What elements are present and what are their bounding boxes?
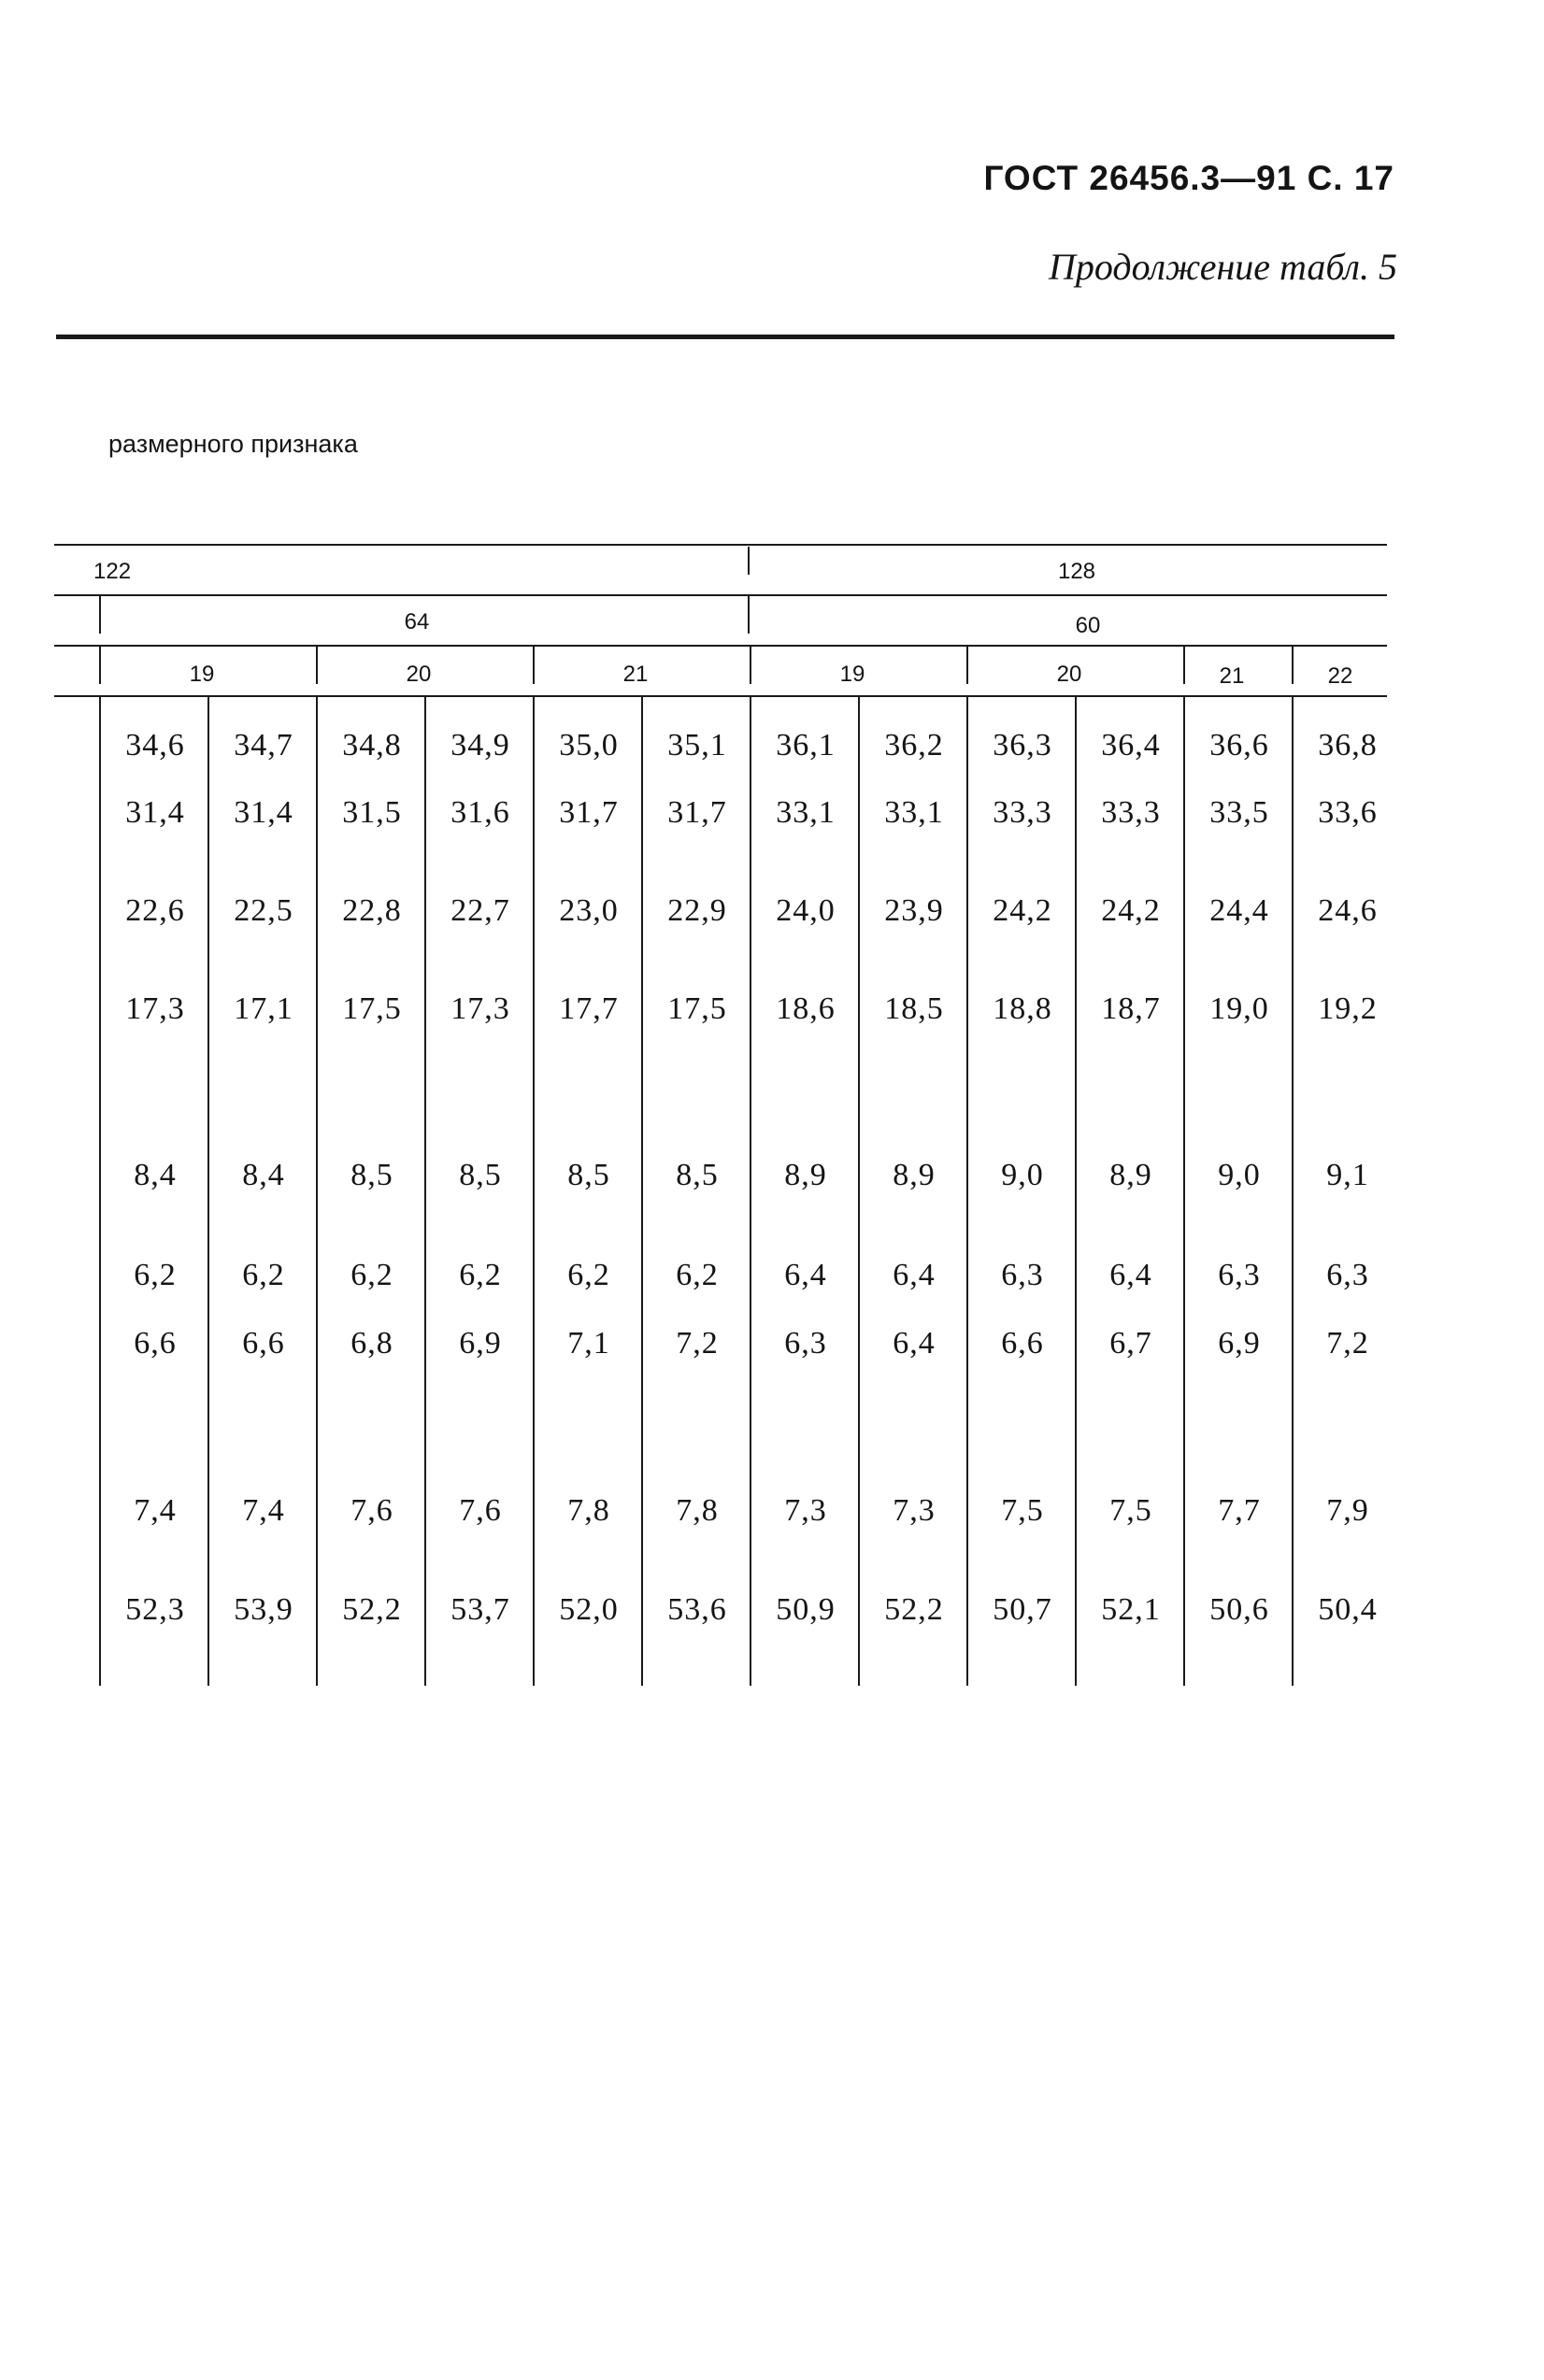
table-cell: 7,2 <box>1326 1326 1369 1361</box>
table-cell: 7,1 <box>567 1326 610 1361</box>
table-cell: 52,0 <box>559 1592 619 1627</box>
header-subgroup-60: 60 <box>1075 613 1101 638</box>
table-cell: 6,6 <box>1001 1326 1044 1361</box>
table-cell: 18,5 <box>884 991 944 1026</box>
table-cell: 24,2 <box>1101 893 1161 928</box>
table-rule-3 <box>54 695 1387 697</box>
table-cell: 24,6 <box>1318 893 1378 928</box>
table-cell: 52,2 <box>342 1592 402 1627</box>
tick-row3-b <box>316 647 318 684</box>
table-caption: Продолжение табл. 5 <box>1048 246 1397 288</box>
page-header: ГОСТ 26456.3—91 С. 17 <box>983 159 1394 197</box>
tick-row3-a <box>99 647 101 684</box>
table-cell: 8,9 <box>893 1158 936 1192</box>
table-cell: 33,1 <box>884 795 944 830</box>
table-cell: 6,2 <box>676 1258 719 1292</box>
header-col-21-a: 21 <box>622 662 649 687</box>
table-cell: 17,5 <box>342 991 402 1026</box>
table-cell: 24,0 <box>776 893 836 928</box>
table-cell: 31,7 <box>559 795 619 830</box>
tick-row2-a <box>99 596 101 634</box>
table-cell: 33,3 <box>1101 795 1161 830</box>
table-cell: 31,7 <box>667 795 727 830</box>
sub-caption: размерного признака <box>108 430 358 458</box>
table-cell: 6,2 <box>459 1258 502 1292</box>
table-cell: 7,4 <box>242 1493 285 1528</box>
table-cell: 34,6 <box>125 728 185 762</box>
table-cell: 17,3 <box>125 991 185 1026</box>
tick-row3-c <box>533 647 535 684</box>
table-cell: 7,7 <box>1218 1493 1261 1528</box>
table-cell: 6,2 <box>242 1258 285 1292</box>
table-cell: 6,9 <box>459 1326 502 1361</box>
table-cell: 35,1 <box>667 728 727 762</box>
table-cell: 6,4 <box>893 1258 936 1292</box>
table-cell: 23,0 <box>559 893 619 928</box>
table-cell: 19,2 <box>1318 991 1378 1026</box>
table-cell: 35,0 <box>559 728 619 762</box>
tick-row3-e <box>966 647 968 684</box>
table-cell: 7,8 <box>676 1493 719 1528</box>
table-cell: 36,3 <box>993 728 1052 762</box>
table-cell: 6,3 <box>784 1326 827 1361</box>
table-cell: 6,3 <box>1218 1258 1261 1292</box>
table-cell: 34,9 <box>450 728 510 762</box>
table-cell: 8,5 <box>350 1158 393 1192</box>
table-cell: 8,5 <box>567 1158 610 1192</box>
table-cell: 8,9 <box>784 1158 827 1192</box>
table-cell: 6,6 <box>134 1326 177 1361</box>
table-cell: 33,6 <box>1318 795 1378 830</box>
table-cell: 53,7 <box>450 1592 510 1627</box>
header-col-20-a: 20 <box>406 662 432 687</box>
table-cell: 7,5 <box>1001 1493 1044 1528</box>
table-cell: 6,4 <box>893 1326 936 1361</box>
table-cell: 6,4 <box>1109 1258 1152 1292</box>
header-col-19-a: 19 <box>189 662 215 687</box>
table-cell: 6,2 <box>134 1258 177 1292</box>
table-cell: 6,2 <box>567 1258 610 1292</box>
header-divider <box>56 335 1394 339</box>
table-cell: 7,5 <box>1109 1493 1152 1528</box>
table-cell: 33,1 <box>776 795 836 830</box>
table-cell: 7,6 <box>459 1493 502 1528</box>
table-cell: 52,1 <box>1101 1592 1161 1627</box>
tick-row3-g <box>1292 647 1294 684</box>
table-cell: 36,1 <box>776 728 836 762</box>
table-cell: 22,9 <box>667 893 727 928</box>
table-cell: 6,7 <box>1109 1326 1152 1361</box>
table-cell: 7,2 <box>676 1326 719 1361</box>
table-cell: 50,7 <box>993 1592 1052 1627</box>
table-cell: 7,4 <box>134 1493 177 1528</box>
table-cell: 17,7 <box>559 991 619 1026</box>
table-rule-top <box>54 544 1387 546</box>
table-cell: 9,0 <box>1218 1158 1261 1192</box>
table-cell: 31,5 <box>342 795 402 830</box>
table-rule-1 <box>54 594 1387 596</box>
table-cell: 33,5 <box>1209 795 1269 830</box>
tick-row3-d <box>750 647 751 684</box>
table-cell: 9,0 <box>1001 1158 1044 1192</box>
table-cell: 6,8 <box>350 1326 393 1361</box>
table-cell: 36,8 <box>1318 728 1378 762</box>
table-cell: 6,2 <box>350 1258 393 1292</box>
table-cell: 31,4 <box>234 795 293 830</box>
table-cell: 6,4 <box>784 1258 827 1292</box>
table-cell: 24,4 <box>1209 893 1269 928</box>
table-cell: 50,4 <box>1318 1592 1378 1627</box>
table-cell: 18,6 <box>776 991 836 1026</box>
table-cell: 36,6 <box>1209 728 1269 762</box>
table-cell: 6,9 <box>1218 1326 1261 1361</box>
table-cell: 22,6 <box>125 893 185 928</box>
table-cell: 33,3 <box>993 795 1052 830</box>
table-cell: 22,8 <box>342 893 402 928</box>
table-cell: 53,6 <box>667 1592 727 1627</box>
tick-row1-a <box>748 547 750 575</box>
table-cell: 17,1 <box>234 991 293 1026</box>
table-cell: 31,6 <box>450 795 510 830</box>
header-col-19-b: 19 <box>839 662 865 687</box>
header-group-122: 122 <box>93 559 132 584</box>
table-cell: 7,8 <box>567 1493 610 1528</box>
tick-row3-f <box>1183 647 1185 684</box>
table-cell: 17,5 <box>667 991 727 1026</box>
table-cell: 7,6 <box>350 1493 393 1528</box>
tick-row2-b <box>748 596 750 634</box>
table-cell: 6,6 <box>242 1326 285 1361</box>
table-cell: 22,7 <box>450 893 510 928</box>
header-col-21-b: 21 <box>1219 663 1245 689</box>
table-cell: 34,7 <box>234 728 293 762</box>
header-col-22: 22 <box>1327 663 1353 689</box>
table-cell: 23,9 <box>884 893 944 928</box>
table-cell: 7,9 <box>1326 1493 1369 1528</box>
table-cell: 7,3 <box>784 1493 827 1528</box>
table-cell: 31,4 <box>125 795 185 830</box>
table-cell: 18,7 <box>1101 991 1161 1026</box>
table-cell: 50,9 <box>776 1592 836 1627</box>
table-cell: 17,3 <box>450 991 510 1026</box>
table-cell: 8,5 <box>459 1158 502 1192</box>
table-cell: 24,2 <box>993 893 1052 928</box>
table-cell: 52,2 <box>884 1592 944 1627</box>
header-subgroup-64: 64 <box>404 609 430 634</box>
table-cell: 8,4 <box>242 1158 285 1192</box>
table-cell: 36,4 <box>1101 728 1161 762</box>
table-cell: 9,1 <box>1326 1158 1369 1192</box>
header-col-20-b: 20 <box>1056 662 1082 687</box>
table-cell: 6,3 <box>1001 1258 1044 1292</box>
table-cell: 18,8 <box>993 991 1052 1026</box>
table-cell: 8,5 <box>676 1158 719 1192</box>
table-cell: 6,3 <box>1326 1258 1369 1292</box>
table-cell: 52,3 <box>125 1592 185 1627</box>
header-group-128: 128 <box>1057 559 1096 584</box>
table-cell: 8,9 <box>1109 1158 1152 1192</box>
table-cell: 7,3 <box>893 1493 936 1528</box>
table-cell: 22,5 <box>234 893 293 928</box>
table-cell: 19,0 <box>1209 991 1269 1026</box>
table-cell: 34,8 <box>342 728 402 762</box>
table-cell: 53,9 <box>234 1592 293 1627</box>
table-cell: 36,2 <box>884 728 944 762</box>
table-cell: 50,6 <box>1209 1592 1269 1627</box>
table-cell: 8,4 <box>134 1158 177 1192</box>
table-rule-2 <box>54 645 1387 647</box>
